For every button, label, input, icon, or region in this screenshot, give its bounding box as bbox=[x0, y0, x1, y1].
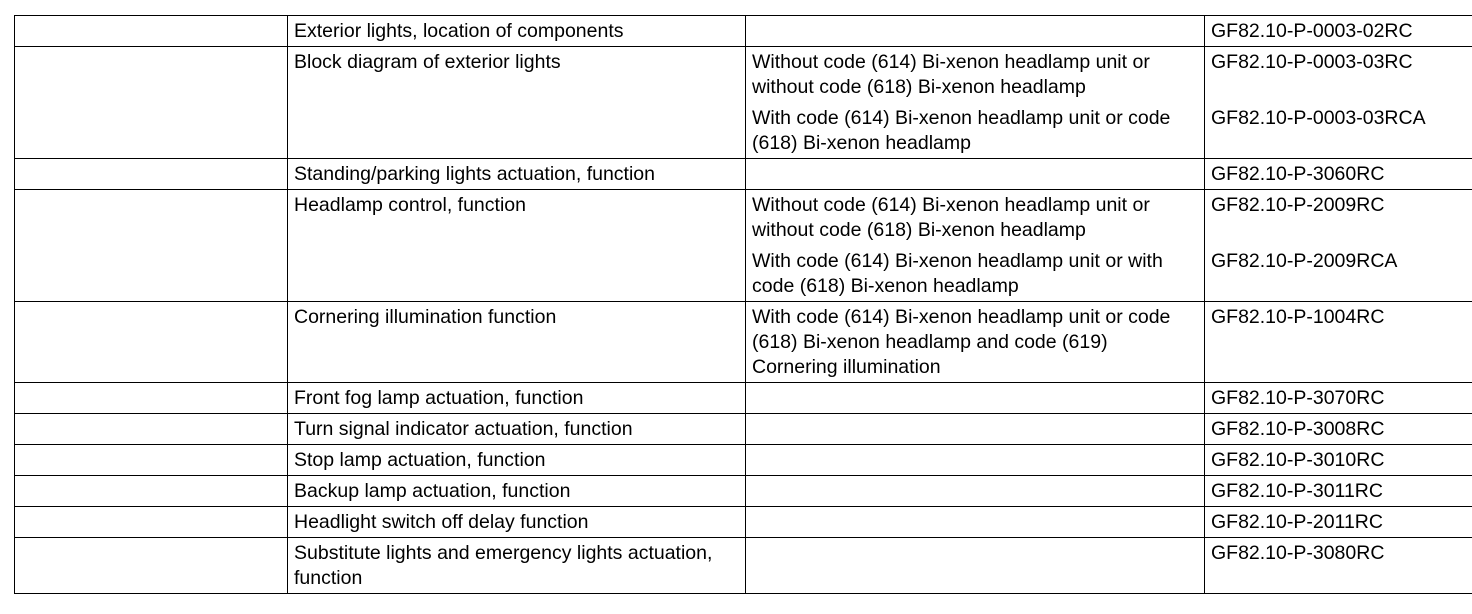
condition-text bbox=[752, 448, 1198, 473]
component-title: Cornering illumination function bbox=[294, 306, 557, 328]
document-number-cell bbox=[1205, 414, 1472, 445]
condition-cell bbox=[746, 47, 1205, 159]
empty-cell bbox=[15, 507, 288, 538]
table-row bbox=[15, 507, 1472, 538]
document-number-link[interactable]: GF82.10-P-3010RC bbox=[1211, 449, 1385, 471]
document-number-cell bbox=[1205, 383, 1472, 414]
component-title: Standing/parking lights actuation, function bbox=[294, 163, 655, 185]
table-body bbox=[15, 16, 1472, 594]
document-number-cell bbox=[1205, 445, 1472, 476]
component-title-cell bbox=[288, 159, 746, 190]
empty-cell bbox=[15, 302, 288, 383]
component-title-cell bbox=[288, 16, 746, 47]
condition-cell bbox=[746, 159, 1205, 190]
condition-cell bbox=[746, 445, 1205, 476]
empty-cell bbox=[15, 16, 288, 47]
component-title: Backup lamp actuation, function bbox=[294, 480, 571, 502]
empty-cell bbox=[15, 445, 288, 476]
component-title: Front fog lamp actuation, function bbox=[294, 387, 584, 409]
component-title-cell bbox=[288, 414, 746, 445]
document-number-link[interactable]: GF82.10-P-0003-02RC bbox=[1211, 20, 1413, 42]
document-number-link[interactable]: GF82.10-P-3080RC bbox=[1211, 542, 1385, 564]
condition-cell bbox=[746, 190, 1205, 302]
condition-text: With code (614) Bi-xenon headlamp unit or with code (618) Bi-xenon headlamp bbox=[752, 250, 1163, 297]
component-title: Turn signal indicator actuation, function bbox=[294, 418, 633, 440]
component-title-cell bbox=[288, 476, 746, 507]
component-title-cell bbox=[288, 190, 746, 302]
document-number-link[interactable]: GF82.10-P-2009RCA bbox=[1211, 250, 1398, 272]
table-row bbox=[15, 414, 1472, 445]
empty-cell bbox=[15, 476, 288, 507]
table-row bbox=[15, 159, 1472, 190]
document-number-link[interactable]: GF82.10-P-2009RC bbox=[1211, 194, 1385, 216]
condition-cell bbox=[746, 302, 1205, 383]
condition-text: With code (614) Bi-xenon headlamp unit or code (618) Bi-xenon headlamp and code (619) Cornering illumination bbox=[752, 306, 1171, 378]
empty-cell bbox=[15, 47, 288, 159]
component-title-cell bbox=[288, 302, 746, 383]
document-number-cell bbox=[1205, 47, 1472, 159]
condition-text bbox=[752, 19, 1198, 44]
document-number-link[interactable]: GF82.10-P-2011RC bbox=[1211, 511, 1383, 533]
component-title: Exterior lights, location of components bbox=[294, 20, 624, 42]
component-title-cell bbox=[288, 538, 746, 594]
table-row bbox=[15, 190, 1472, 302]
condition-cell bbox=[746, 16, 1205, 47]
empty-cell bbox=[15, 190, 288, 302]
component-title-cell bbox=[288, 445, 746, 476]
document-number-cell bbox=[1205, 159, 1472, 190]
condition-cell bbox=[746, 507, 1205, 538]
document-number-cell bbox=[1205, 476, 1472, 507]
condition-text: With code (614) Bi-xenon headlamp unit or code (618) Bi-xenon headlamp bbox=[752, 107, 1171, 154]
empty-cell bbox=[15, 414, 288, 445]
table-row bbox=[15, 47, 1472, 159]
document-number-link[interactable]: GF82.10-P-3060RC bbox=[1211, 163, 1385, 185]
component-title-cell bbox=[288, 47, 746, 159]
component-title: Block diagram of exterior lights bbox=[294, 51, 561, 73]
table-row bbox=[15, 16, 1472, 47]
component-title-cell bbox=[288, 383, 746, 414]
condition-text: Without code (614) Bi-xenon headlamp unit or without code (618) Bi-xenon headlamp bbox=[752, 194, 1150, 241]
component-title: Headlamp control, function bbox=[294, 194, 526, 216]
document-number-link[interactable]: GF82.10-P-1004RC bbox=[1211, 306, 1385, 328]
condition-text: Without code (614) Bi-xenon headlamp unit or without code (618) Bi-xenon headlamp bbox=[752, 51, 1150, 98]
condition-cell bbox=[746, 414, 1205, 445]
document-number-cell bbox=[1205, 507, 1472, 538]
document-number-link[interactable]: GF82.10-P-3008RC bbox=[1211, 418, 1385, 440]
document-number-cell bbox=[1205, 302, 1472, 383]
table-row bbox=[15, 538, 1472, 594]
condition-cell bbox=[746, 476, 1205, 507]
condition-text bbox=[752, 541, 1198, 566]
condition-text bbox=[752, 510, 1198, 535]
document-number-link[interactable]: GF82.10-P-3070RC bbox=[1211, 387, 1385, 409]
condition-cell bbox=[746, 538, 1205, 594]
empty-cell bbox=[15, 383, 288, 414]
component-title: Stop lamp actuation, function bbox=[294, 449, 546, 471]
document-reference-table bbox=[14, 15, 1472, 594]
condition-text bbox=[752, 479, 1198, 504]
document-number-cell bbox=[1205, 16, 1472, 47]
condition-cell bbox=[746, 383, 1205, 414]
document-number-link[interactable]: GF82.10-P-0003-03RCA bbox=[1211, 107, 1426, 129]
document-number-link[interactable]: GF82.10-P-3011RC bbox=[1211, 480, 1383, 502]
table-row bbox=[15, 383, 1472, 414]
table-row bbox=[15, 445, 1472, 476]
empty-cell bbox=[15, 159, 288, 190]
condition-text bbox=[752, 386, 1198, 411]
component-title: Substitute lights and emergency lights actuation, function bbox=[294, 542, 713, 589]
table-row bbox=[15, 302, 1472, 383]
document-number-link[interactable]: GF82.10-P-0003-03RC bbox=[1211, 51, 1413, 73]
component-title: Headlight switch off delay function bbox=[294, 511, 589, 533]
condition-text bbox=[752, 417, 1198, 442]
empty-cell bbox=[15, 538, 288, 594]
document-number-cell bbox=[1205, 190, 1472, 302]
condition-text bbox=[752, 162, 1198, 187]
document-number-cell bbox=[1205, 538, 1472, 594]
table-row bbox=[15, 476, 1472, 507]
component-title-cell bbox=[288, 507, 746, 538]
